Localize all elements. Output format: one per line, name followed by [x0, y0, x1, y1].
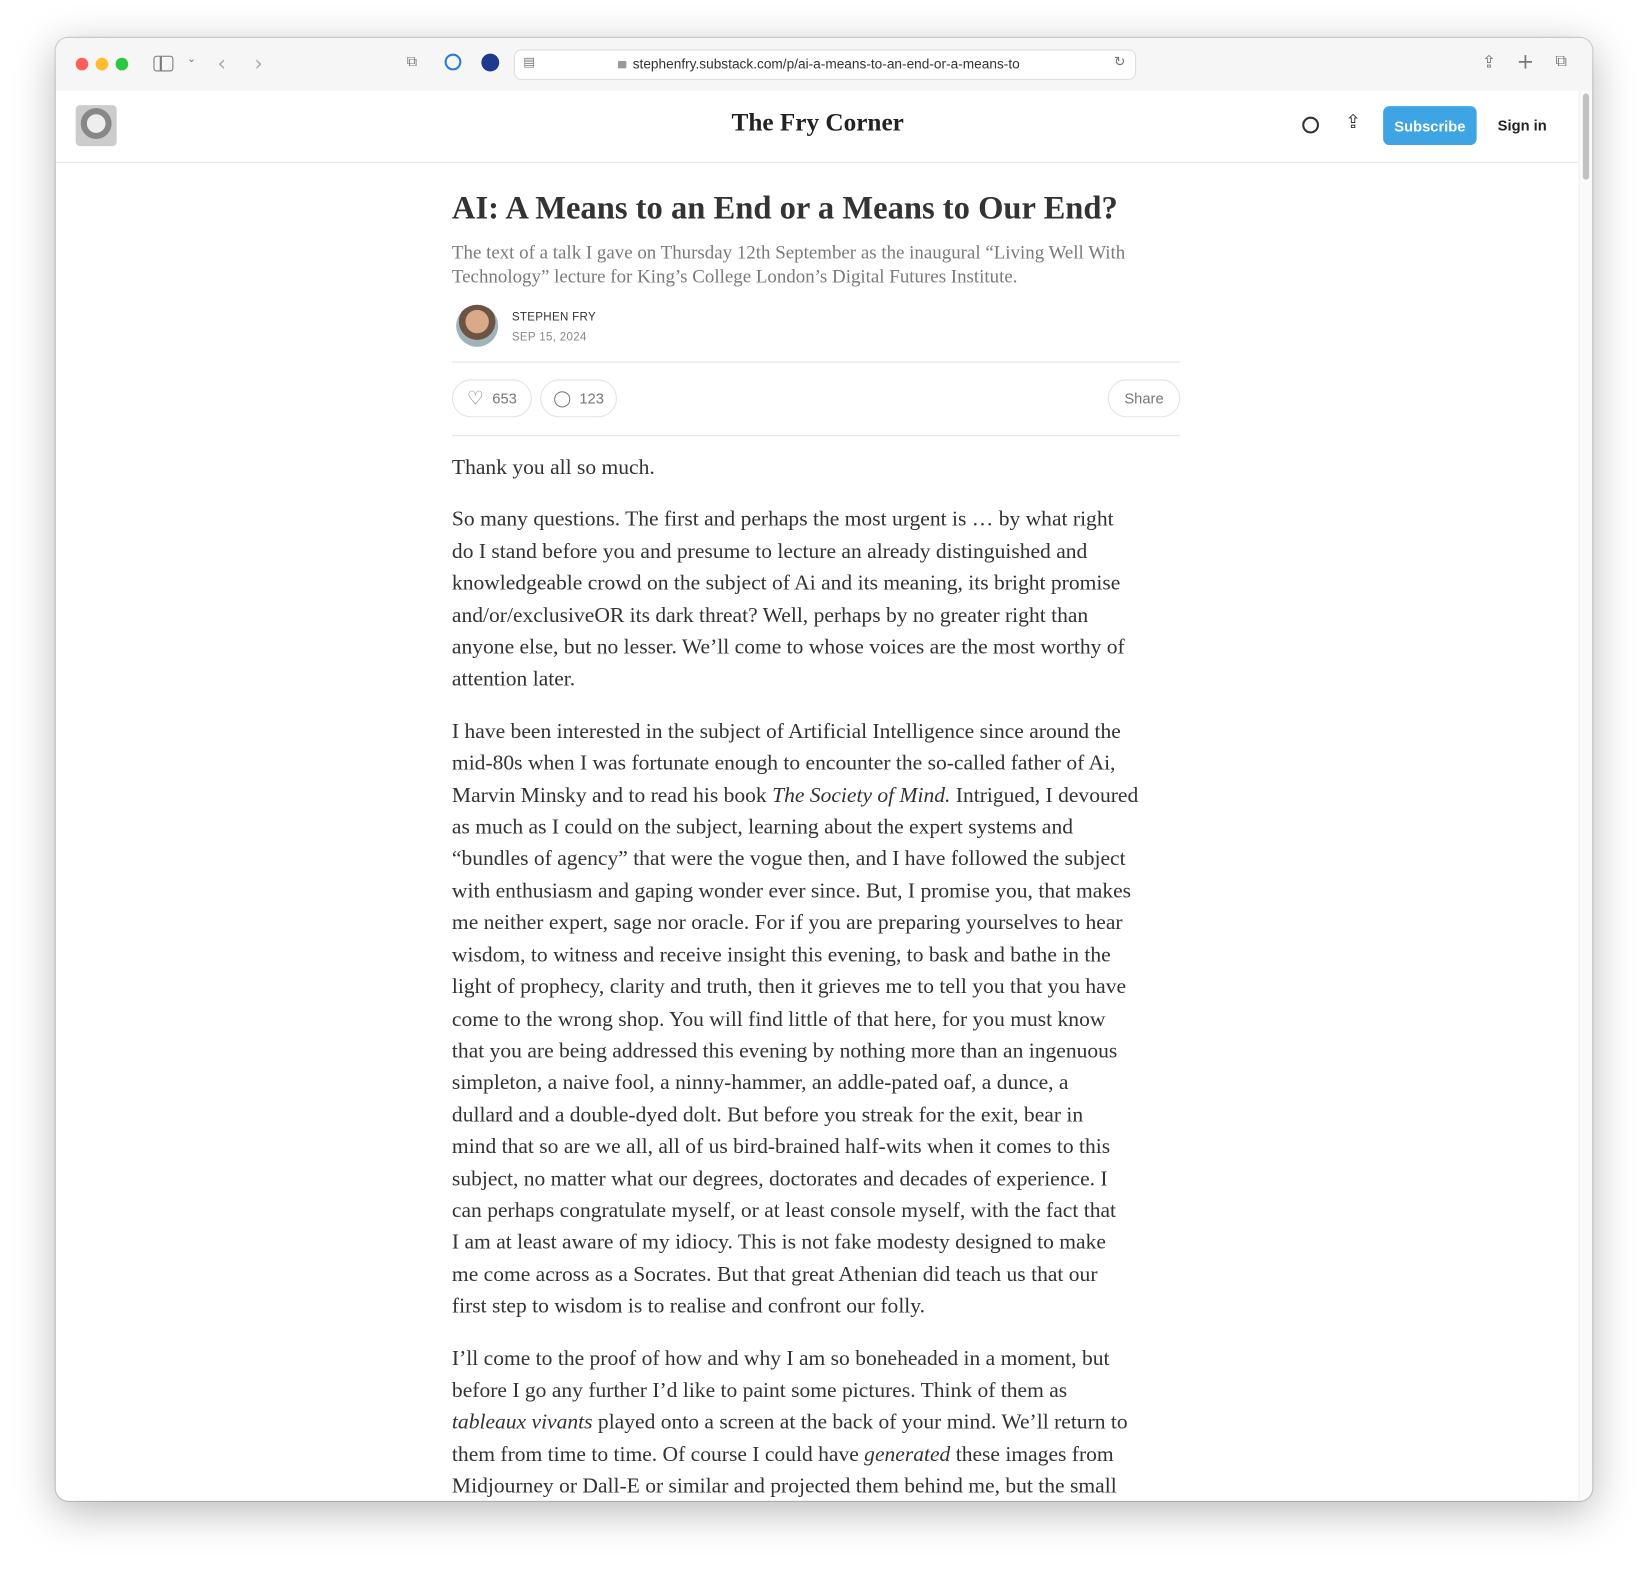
sidebar-toggle-icon[interactable]: [153, 56, 173, 72]
text-line: [452, 907, 1209, 939]
text-segment: and/or/exclusiveOR its dark threat? Well, perhaps by no greater right than: [451, 603, 1089, 628]
text-segment: I have been interested in the subject of Artificial Intelligence since around the: [451, 719, 1121, 743]
author-avatar[interactable]: [456, 305, 498, 347]
text-segment: me neither expert, sage nor oracle. For if you are preparing yourselves to hear: [451, 911, 1123, 935]
scrollbar[interactable]: [1579, 90, 1593, 1500]
text-segment: Intrigued, I devoured: [950, 783, 1139, 807]
author-name[interactable]: STEPHEN FRY: [511, 311, 597, 324]
text-segment: dullard and a double-dyed dolt. But before you streak for the exit, bear in: [451, 1103, 1084, 1127]
divider: [452, 362, 1180, 363]
text-line: [452, 1439, 1209, 1471]
text-line: [452, 536, 1209, 568]
sign-in-link[interactable]: Sign in: [1497, 116, 1547, 134]
italic-text: The Society of Mind.: [772, 783, 951, 807]
site-header: [56, 90, 1580, 163]
scrollbar-thumb[interactable]: [1583, 94, 1589, 180]
paragraph: [452, 1343, 1209, 1501]
tab-group-chevron-icon[interactable]: ⌄: [187, 53, 196, 66]
text-segment: simpleton, a naive fool, a ninny-hammer, an addle-pated oaf, a dunce, a: [451, 1071, 1069, 1095]
tab-overview-icon[interactable]: ⧉: [1555, 51, 1567, 71]
text-line: [452, 1035, 1209, 1067]
text-line: [452, 1195, 1209, 1227]
text-line: [452, 664, 1209, 696]
text-line: [452, 1343, 1209, 1375]
italic-text: generated: [864, 1442, 951, 1466]
comment-count: 123: [579, 389, 604, 407]
text-line: [452, 632, 1209, 664]
extension-quote-icon[interactable]: ⧉: [406, 53, 418, 71]
text-segment: mid-80s when I was fortunate enough to encounter the so-called father of Ai,: [451, 751, 1116, 775]
zoom-window-button[interactable]: [116, 58, 129, 71]
share-icon[interactable]: ⇪: [1481, 51, 1496, 72]
text-segment: attention later.: [451, 667, 576, 691]
text-segment: with enthusiasm and gaping wonder ever since. But, I promise you, that makes: [451, 879, 1132, 903]
text-line: [452, 779, 1209, 811]
text-line: [452, 939, 1209, 971]
text-line: [452, 1227, 1209, 1259]
text-segment: light of prophecy, clarity and truth, then it grieves me to tell you that you have: [451, 975, 1127, 999]
share-icon[interactable]: ⇪: [1345, 111, 1362, 134]
extension-password-icon[interactable]: [445, 54, 462, 71]
comment-button[interactable]: [540, 379, 617, 417]
subscribe-button[interactable]: Subscribe: [1383, 106, 1477, 145]
text-segment: me come across as a Socrates. But that great Athenian did teach us that our: [451, 1263, 1098, 1287]
text-segment: mind that so are we all, all of us bird-brained half-wits when it comes to this: [451, 1135, 1111, 1159]
text-segment: “bundles of agency” that were the vogue then, and I have followed the subject: [451, 847, 1126, 871]
text-segment: come to the wrong shop. You will find little of that here, for you must know: [451, 1007, 1106, 1031]
post-body: [452, 452, 1209, 1501]
text-line: [452, 1163, 1209, 1195]
text-segment: do I stand before you and presume to lecture an already distinguished and: [451, 540, 1088, 564]
text-line: [452, 1099, 1209, 1131]
text-segment: as much as I could on the subject, learning about the expert systems and: [451, 815, 1074, 839]
text-line: [452, 875, 1209, 907]
text-line: [452, 1131, 1209, 1163]
paragraph: [452, 716, 1209, 1323]
text-line: [452, 748, 1209, 780]
text-line: [452, 1003, 1209, 1035]
text-line: [452, 504, 1209, 536]
text-segment: them from time to time. Of course I could have: [451, 1442, 865, 1466]
text-line: [452, 452, 1209, 484]
url-text[interactable]: stephenfry.substack.com/p/ai-a-means-to-an-end-or-a-means-to: [632, 55, 1020, 72]
italic-text: tableaux vivants: [451, 1410, 593, 1434]
browser-window: [56, 38, 1593, 1501]
text-segment: wisdom, to witness and receive insight this evening, to bask and bathe in the: [451, 943, 1111, 967]
heart-icon: ♡: [466, 387, 484, 409]
text-line: [452, 1375, 1209, 1407]
share-button[interactable]: Share: [1108, 379, 1181, 417]
like-count: 653: [492, 389, 517, 407]
divider: [452, 435, 1180, 436]
post-date: SEP 15, 2024: [511, 331, 587, 344]
browser-toolbar: [56, 38, 1593, 92]
extension-eu-icon[interactable]: [481, 54, 499, 72]
text-line: [452, 1407, 1209, 1439]
text-line: [452, 1291, 1209, 1323]
text-line: [452, 1067, 1209, 1099]
text-line: [452, 568, 1209, 600]
page-menu-icon[interactable]: ▤: [523, 54, 536, 70]
like-button[interactable]: [452, 379, 532, 417]
lock-icon: [618, 61, 626, 68]
paragraph: [452, 504, 1209, 696]
publication-title[interactable]: The Fry Corner: [731, 109, 904, 137]
text-line: [452, 811, 1209, 843]
text-segment: that you are being addressed this evening by nothing more than an ingenuous: [451, 1039, 1118, 1063]
text-segment: first step to wisdom is to realise and confront our folly.: [451, 1294, 926, 1319]
minimize-window-button[interactable]: [96, 58, 109, 71]
text-line: [452, 971, 1209, 1003]
text-segment: played onto a screen at the back of your mind. We’ll return to: [592, 1410, 1128, 1434]
text-segment: these images from: [950, 1442, 1114, 1466]
forward-icon[interactable]: ›: [254, 50, 263, 76]
text-segment: I am at least aware of my idiocy. This is not fake modesty designed to make: [451, 1231, 1106, 1255]
comment-icon: ◯: [553, 389, 571, 408]
search-icon[interactable]: [1302, 117, 1319, 134]
text-segment: subject, no matter what our degrees, doctorates and decades of experience. I: [451, 1167, 1108, 1191]
post-subtitle: The text of a talk I gave on Thursday 12th September as the inaugural “Living Well With Technology” lecture for King’s College London’s Digital Futures Institute.: [451, 241, 1126, 287]
post-title: AI: A Means to an End or a Means to Our End?: [451, 189, 1118, 226]
text-segment: So many questions. The first and perhaps the most urgent is … by what right: [451, 508, 1114, 532]
text-line: [452, 1471, 1209, 1501]
text-line: [452, 716, 1209, 748]
text-line: [452, 1259, 1209, 1291]
text-segment: can perhaps congratulate myself, or at least console myself, with the fact that: [451, 1199, 1117, 1223]
text-segment: Marvin Minsky and to read his book: [451, 783, 773, 807]
back-icon[interactable]: ‹: [217, 50, 226, 76]
text-segment: Midjourney or Dall-E or similar and projected them behind me, but the small: [451, 1474, 1117, 1498]
text-segment: Thank you all so much.: [451, 456, 655, 480]
text-segment: I’ll come to the proof of how and why I am so boneheaded in a moment, but: [451, 1346, 1110, 1371]
text-line: [452, 600, 1209, 632]
text-segment: knowledgeable crowd on the subject of Ai and its meaning, its bright promise: [451, 571, 1121, 596]
new-tab-icon[interactable]: +: [1516, 48, 1535, 74]
address-bar[interactable]: [514, 49, 1136, 79]
reload-icon[interactable]: ↻: [1114, 54, 1126, 71]
close-window-button[interactable]: [76, 58, 89, 71]
text-segment: anyone else, but no lesser. We’ll come to whose voices are the most worthy of: [451, 635, 1125, 660]
paragraph: [452, 452, 1209, 484]
text-line: [452, 843, 1209, 875]
text-segment: before I go any further I’d like to paint some pictures. Think of them as: [451, 1378, 1068, 1403]
